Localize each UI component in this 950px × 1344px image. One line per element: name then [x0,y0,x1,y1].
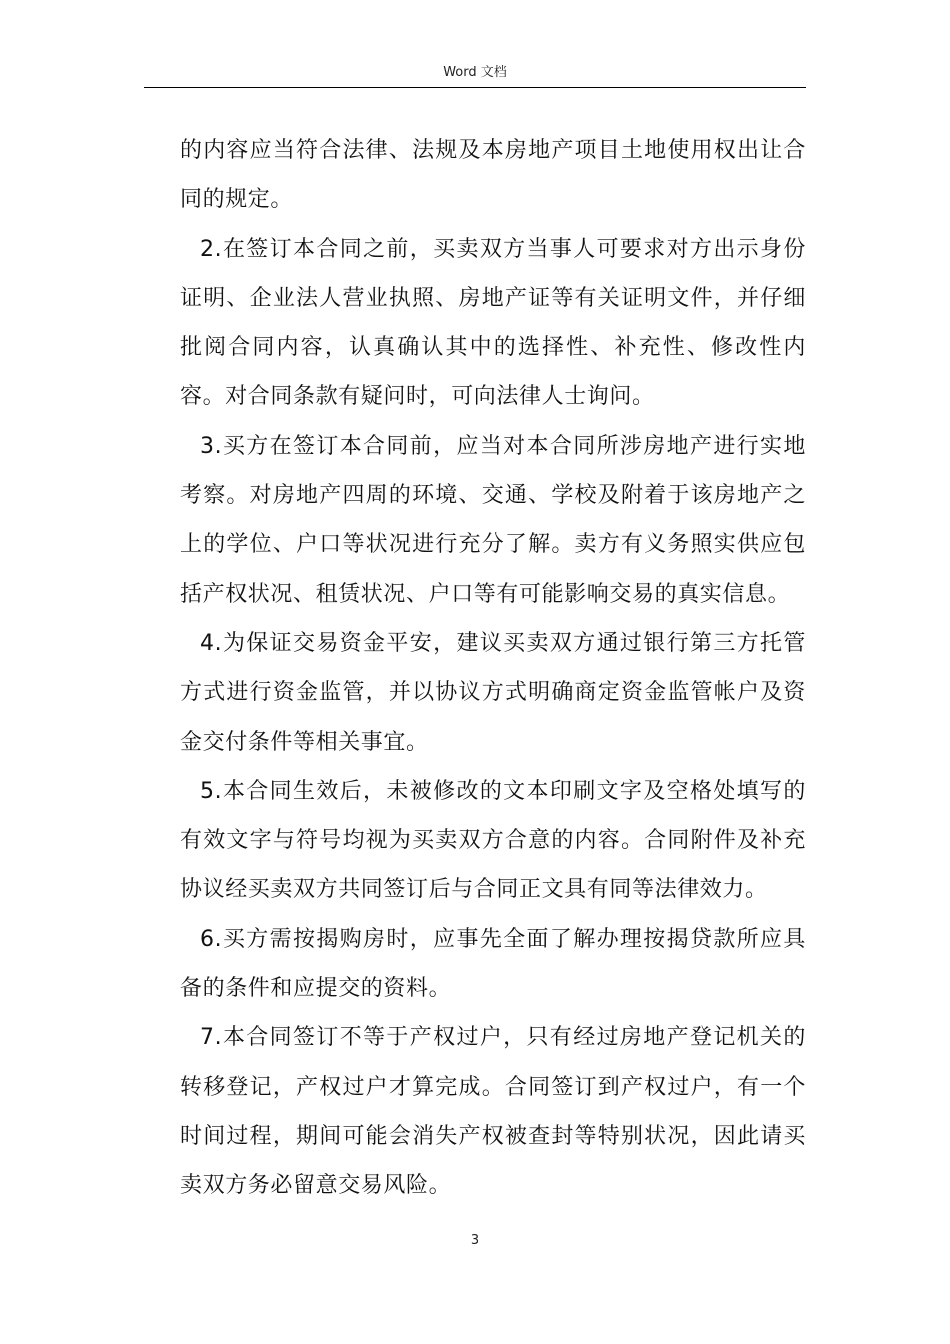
page-number: 3 [470,1233,480,1248]
document-body [180,126,806,1211]
page-header: Word 文档 [443,65,507,80]
paragraph-item-5: 5.本合同生效后，未被修改的文本印刷文字及空格处填写的有效文字与符号均视为买卖双方合意的内容。合同附件及补充协议经买卖双方共同签订后与合同正文具有同等法律效力。 [180,778,806,903]
paragraph-item-6: 6.买方需按揭购房时，应事先全面了解办理按揭贷款所应具备的条件和应提交的资料。 [180,926,806,1002]
header-rule [144,87,806,88]
paragraph-item-2: 2.在签订本合同之前，买卖双方当事人可要求对方出示身份证明、企业法人营业执照、房地产证等有关证明文件，并仔细批阅合同内容，认真确认其中的选择性、补充性、修改性内容。对合同条款有疑问时，可向法律人士询问。 [180,236,806,410]
paragraph-continuation: 的内容应当符合法律、法规及本房地产项目土地使用权出让合同的规定。 [180,138,806,213]
paragraph-item-4: 4.为保证交易资金平安，建议买卖双方通过银行第三方托管方式进行资金监管，并以协议方式明确商定资金监管帐户及资金交付条件等相关事宜。 [180,630,806,755]
paragraph-item-7: 7.本合同签订不等于产权过户，只有经过房地产登记机关的转移登记，产权过户才算完成。合同签订到产权过户，有一个时间过程，期间可能会消失产权被查封等特别状况，因此请买卖双方务必留意交易风险。 [180,1025,806,1199]
paragraph-item-3: 3.买方在签订本合同前，应当对本合同所涉房地产进行实地考察。对房地产四周的环境、交通、学校及附着于该房地产之上的学位、户口等状况进行充分了解。卖方有义务照实供应包括产权状况、租赁状况、户口等有可能影响交易的真实信息。 [180,433,806,607]
